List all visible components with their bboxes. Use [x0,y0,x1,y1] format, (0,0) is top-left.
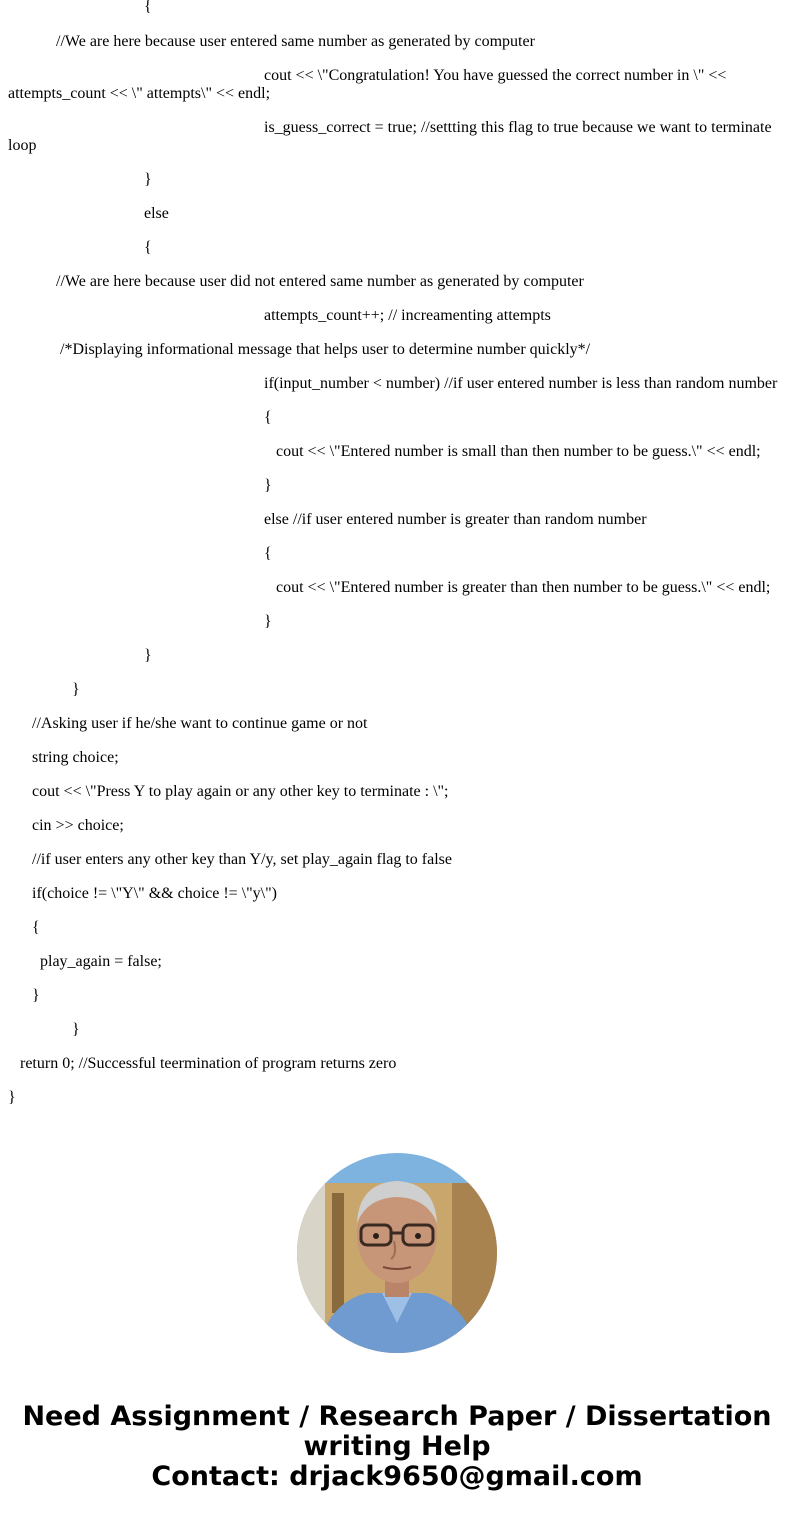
code-line: } [72,681,80,698]
code-line: } [8,1089,16,1106]
code-line: } [144,647,152,664]
code-line: } [144,171,152,188]
code-line: //We are here because user did not entered same number as generated by computer [56,273,584,290]
code-line: return 0; //Successful teermination of program returns zero [20,1055,397,1072]
code-line: { [32,919,40,936]
code-line: } [264,477,272,494]
code-line: play_again = false; [40,953,162,970]
banner-contact-email[interactable]: Contact: drjack9650@gmail.com [151,1461,643,1492]
code-line: //Asking user if he/she want to continue game or not [32,715,368,732]
code-line: { [144,239,152,256]
banner-line-2: writing Help [303,1431,491,1462]
code-line: else //if user entered number is greater than random number [264,511,647,528]
code-line: } [72,1021,80,1038]
code-line: string choice; [32,749,119,766]
code-line: cout << \"Entered number is greater than then number to be guess.\" << endl; [276,579,771,596]
code-line: //if user enters any other key than Y/y, set play_again flag to false [32,851,453,868]
code-line: else [144,205,169,222]
code-line: attempts_count << \" attempts\" << endl; [8,85,271,102]
code-line: loop [8,137,37,154]
code-line: cin >> choice; [32,817,124,834]
code-line: //We are here because user entered same number as generated by computer [56,33,535,50]
code-line: if(input_number < number) //if user entered number is less than random number [264,375,778,392]
contact-banner [0,1402,794,1492]
code-line: if(choice != \"Y\" && choice != \"y\") [32,885,277,902]
code-line: } [264,613,272,630]
code-line: cout << \"Entered number is small than then number to be guess.\" << endl; [276,443,761,460]
code-line: cout << \"Congratulation! You have guessed the correct number in \" << [264,67,727,84]
code-line: { [264,409,272,426]
code-line: /*Displaying informational message that helps user to determine number quickly*/ [60,341,591,358]
banner-line-1: Need Assignment / Research Paper / Dissertation [22,1401,772,1432]
code-line: { [144,0,152,15]
code-line: attempts_count++; // increamenting attempts [264,307,551,324]
author-photo [297,1153,497,1353]
code-line: } [32,987,40,1004]
portrait-image [297,1153,497,1353]
code-line: is_guess_correct = true; //settting this flag to true because we want to terminate [264,119,772,136]
code-line: cout << \"Press Y to play again or any other key to terminate : \"; [32,783,449,800]
code-line: { [264,545,272,562]
